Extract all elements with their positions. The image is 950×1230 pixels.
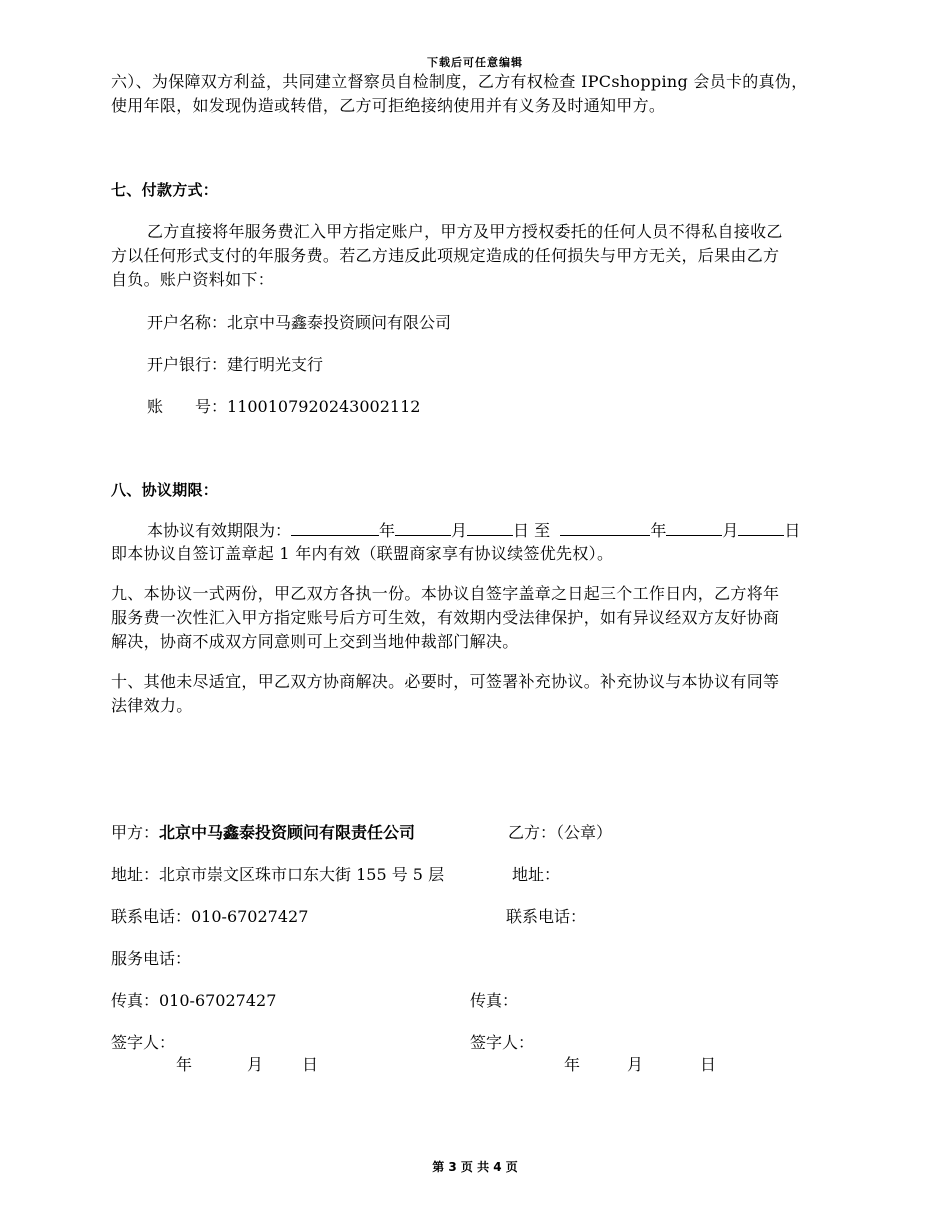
start-year-blank[interactable] [291, 519, 379, 536]
party-a-address: 地址：北京市崇文区珠市口东大街 155 号 5 层 [111, 865, 445, 884]
end-month-label: 月 [722, 521, 739, 540]
account-name: 开户名称：北京中马鑫泰投资顾问有限公司 [147, 313, 452, 332]
validity-period-row [147, 518, 800, 541]
section-8-title: 八、协议期限： [111, 481, 219, 499]
party-a-date-year: 年 [176, 1055, 193, 1074]
party-a-date-day: 日 [302, 1055, 319, 1074]
party-b-fax: 传真： [470, 991, 519, 1010]
party-b-date-month: 月 [627, 1055, 644, 1074]
party-b-label: 乙方：（公章） [508, 823, 613, 842]
party-a-fax: 传真：010-67027427 [111, 991, 277, 1010]
validity-note: 即本协议自签订盖章起 1 年内有效（联盟商家享有协议续签优先权）。 [111, 544, 614, 563]
section-9 [111, 582, 871, 654]
section-10-line-2: 法律效力。 [111, 696, 193, 715]
section-7-line-3: 自负。账户资料如下： [111, 270, 275, 289]
section-7-line-2: 方以任何形式支付的年服务费。若乙方违反此项规定造成的任何损失与甲方无关，后果由乙方 [111, 246, 780, 265]
start-day-label: 日 [513, 521, 530, 540]
end-year-blank[interactable] [560, 519, 650, 536]
account-number-row [147, 394, 420, 417]
end-day-label: 日 [784, 521, 801, 540]
start-year-label: 年 [379, 521, 396, 540]
end-day-blank[interactable] [738, 519, 784, 536]
start-month-label: 月 [451, 521, 468, 540]
section-10-line-1: 十、其他未尽适宜，甲乙双方协商解决。必要时，可签署补充协议。补充协议与本协议有同等 [111, 672, 780, 691]
party-b-date-year: 年 [564, 1055, 581, 1074]
section-7-title: 七、付款方式： [111, 181, 219, 199]
party-b-signer: 签字人： [470, 1033, 535, 1052]
start-month-blank[interactable] [395, 519, 451, 536]
page-header: 下载后可任意编辑 [427, 56, 523, 69]
party-b-phone: 联系电话： [506, 907, 587, 926]
party-a-name: 北京中马鑫泰投资顾问有限责任公司 [159, 823, 416, 842]
account-number: 1100107920243002112 [227, 397, 421, 416]
account-number-label: 账 号： [147, 397, 228, 416]
section-9-line-2: 服务费一次性汇入甲方指定账号后方可生效，有效期内受法律保护，如有异议经双方友好协商 [111, 608, 780, 627]
section-6 [111, 70, 871, 118]
to-label: 至 [534, 521, 551, 540]
bank-name: 开户银行：建行明光支行 [147, 355, 324, 374]
party-b-address: 地址： [512, 865, 561, 884]
end-month-blank[interactable] [666, 519, 722, 536]
start-day-blank[interactable] [467, 519, 513, 536]
party-a-signer: 签字人： [111, 1033, 176, 1052]
section-10 [111, 670, 871, 718]
section-6-line-2: 使用年限，如发现伪造或转借，乙方可拒绝接纳使用并有义务及时通知甲方。 [111, 96, 666, 115]
page-number: 第 3 页 共 4 页 [432, 1160, 518, 1174]
section-7-line-1: 乙方直接将年服务费汇入甲方指定账户，甲方及甲方授权委托的任何人员不得私自接收乙 [147, 222, 783, 241]
party-a-label: 甲方： [111, 823, 160, 842]
section-7-body [111, 220, 871, 292]
party-a-date-month: 月 [247, 1055, 264, 1074]
validity-prefix: 本协议有效期限为： [147, 521, 292, 540]
party-a-phone: 联系电话：010-67027427 [111, 907, 309, 926]
party-a-row [111, 820, 415, 843]
service-phone: 服务电话： [111, 949, 192, 968]
party-b-date-day: 日 [700, 1055, 717, 1074]
section-6-line-1: 六）、为保障双方利益，共同建立督察员自检制度，乙方有权检查 IPCshopping 会员卡的真伪， [111, 72, 808, 91]
section-9-line-3: 解决，协商不成双方同意则可上交到当地仲裁部门解决。 [111, 632, 519, 651]
section-9-line-1: 九、本协议一式两份，甲乙双方各执一份。本协议自签字盖章之日起三个工作日内，乙方将年 [111, 584, 780, 603]
end-year-label: 年 [650, 521, 667, 540]
